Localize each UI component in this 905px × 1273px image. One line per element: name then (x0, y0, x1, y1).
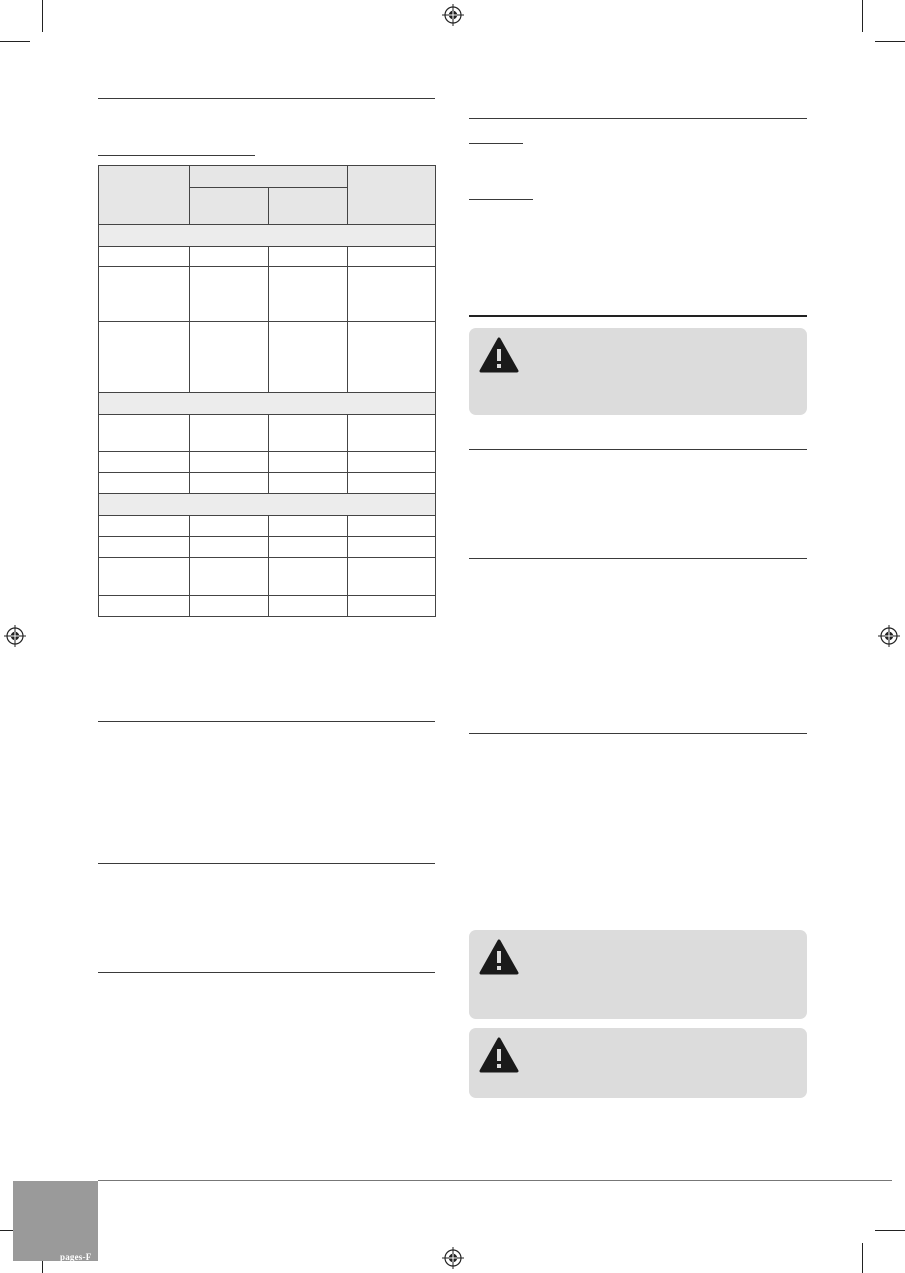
table-cell (190, 322, 269, 393)
table-cell (348, 473, 436, 494)
table-cell (99, 558, 190, 596)
crop-mark-top-right-horizontal (875, 41, 905, 42)
crop-mark-bottom-right-vertical (862, 1243, 863, 1273)
table-cell (348, 452, 436, 473)
table-cell (99, 247, 190, 267)
footer-rule (98, 1180, 892, 1181)
crop-mark-top-left-vertical (42, 0, 43, 32)
table-cell (190, 473, 269, 494)
registration-mark-bottom-icon (442, 1247, 464, 1269)
table-cell (190, 516, 269, 537)
table-header-cell (269, 188, 348, 225)
table-cell (269, 452, 348, 473)
section-divider-left-2 (98, 721, 435, 722)
table-cell (190, 415, 269, 452)
table-section-row (99, 225, 436, 247)
table-header-cell (190, 188, 269, 225)
registration-mark-top-icon (442, 4, 464, 26)
table-cell (269, 247, 348, 267)
table-cell (99, 596, 190, 617)
table-header-cell (190, 166, 348, 188)
table-cell (269, 415, 348, 452)
subheading-underline-1 (469, 143, 523, 144)
crop-mark-top-left-horizontal (0, 41, 30, 42)
page-number-tab (13, 1181, 98, 1261)
crop-mark-top-right-vertical (862, 0, 863, 32)
crop-mark-bottom-right-horizontal (875, 1230, 905, 1231)
table-cell (190, 452, 269, 473)
table-cell (348, 537, 436, 558)
warning-box-3 (469, 1028, 807, 1098)
table-cell (269, 322, 348, 393)
table-cell (269, 537, 348, 558)
table-cell (348, 415, 436, 452)
table-title-underline (98, 155, 255, 156)
table-cell (99, 516, 190, 537)
warning-triangle-icon (478, 1036, 520, 1074)
specification-table (98, 165, 436, 617)
table-cell (190, 537, 269, 558)
section-divider-right-5 (469, 733, 807, 734)
table-cell (99, 452, 190, 473)
table-cell (269, 596, 348, 617)
section-divider-right-3 (469, 449, 807, 450)
table-cell (99, 267, 190, 322)
registration-mark-left-icon (4, 625, 26, 647)
table-cell (269, 473, 348, 494)
table-section-row (99, 494, 436, 516)
table-cell (269, 558, 348, 596)
section-divider-left-3 (98, 863, 435, 864)
table-cell (348, 596, 436, 617)
table-section-row (99, 393, 436, 415)
table-cell (190, 558, 269, 596)
table-cell (190, 267, 269, 322)
table-cell (269, 267, 348, 322)
section-divider-left-1 (98, 98, 435, 99)
section-divider-right-2 (469, 315, 807, 317)
table-header-cell (348, 166, 436, 225)
table-cell (99, 415, 190, 452)
registration-mark-right-icon (878, 625, 900, 647)
section-divider-right-1 (469, 118, 807, 119)
table-cell (99, 473, 190, 494)
table-cell (348, 267, 436, 322)
table-header-cell (99, 166, 190, 225)
table-cell (348, 558, 436, 596)
warning-box-2 (469, 930, 807, 1019)
table-cell (99, 322, 190, 393)
table-cell (348, 247, 436, 267)
warning-box-1 (469, 328, 807, 415)
slug-line: pages-F (60, 1252, 92, 1262)
warning-triangle-icon (478, 938, 520, 976)
table-cell (348, 322, 436, 393)
table-cell (99, 537, 190, 558)
table-cell (190, 596, 269, 617)
table-cell (269, 516, 348, 537)
table-cell (190, 247, 269, 267)
warning-triangle-icon (478, 336, 520, 374)
subheading-underline-2 (469, 199, 533, 200)
section-divider-left-4 (98, 972, 435, 973)
section-divider-right-4 (469, 558, 807, 559)
table-cell (348, 516, 436, 537)
